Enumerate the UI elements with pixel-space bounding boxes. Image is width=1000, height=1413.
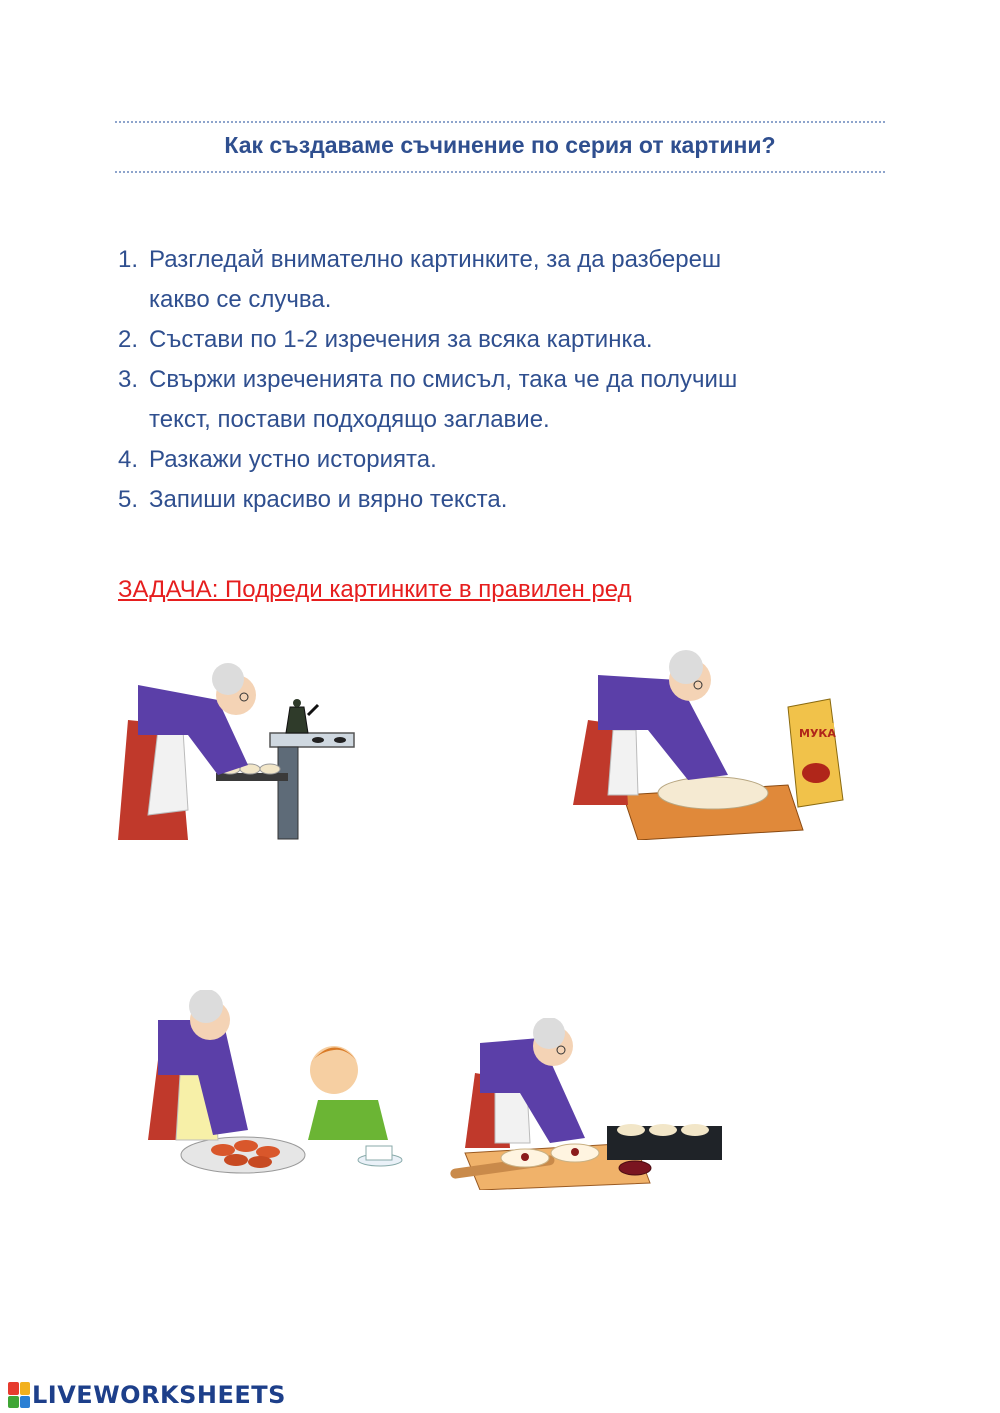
grandma-oven-illustration bbox=[118, 645, 363, 840]
page-title: Как създаваме съчинение по серия от картини? bbox=[224, 132, 776, 158]
step-text: Разкажи устно историята. bbox=[149, 446, 437, 473]
step-item bbox=[118, 480, 878, 520]
liveworksheets-logo[interactable] bbox=[8, 1378, 286, 1412]
picture-kneading[interactable] bbox=[568, 645, 850, 840]
picture-filling[interactable] bbox=[435, 1018, 727, 1190]
logo-mark-icon bbox=[8, 1382, 30, 1408]
step-number: 5. bbox=[118, 486, 139, 513]
step-line: текст, постави подходящо заглавие. bbox=[149, 406, 550, 433]
step-number: 2. bbox=[118, 326, 139, 353]
grandma-filling-illustration bbox=[435, 1018, 727, 1190]
step-number: 1. bbox=[118, 246, 139, 273]
step-item bbox=[118, 320, 878, 360]
step-line: Свържи изреченията по смисъл, така че да получиш bbox=[149, 366, 738, 393]
grandma-serving-illustration bbox=[118, 990, 420, 1190]
step-line: какво се случва. bbox=[149, 286, 332, 313]
steps-list bbox=[118, 240, 878, 520]
step-text: Запиши красиво и вярно текста. bbox=[149, 486, 508, 513]
title-divider-bottom bbox=[115, 171, 885, 173]
step-number: 4. bbox=[118, 446, 139, 473]
step-item bbox=[118, 440, 878, 480]
step-text: Състави по 1-2 изречения за всяка картинка. bbox=[149, 326, 653, 353]
step-number: 3. bbox=[118, 366, 139, 393]
step-item bbox=[118, 240, 878, 320]
step-item bbox=[118, 360, 878, 440]
picture-oven[interactable] bbox=[118, 645, 363, 840]
title-divider-top bbox=[115, 121, 885, 123]
logo-text: LIVEWORKSHEETS bbox=[32, 1381, 286, 1409]
step-line: Разгледай внимателно картинките, за да разбереш bbox=[149, 246, 722, 273]
task-heading: ЗАДАЧА: Подреди картинките в правилен ред bbox=[118, 576, 632, 603]
picture-serving[interactable] bbox=[118, 990, 420, 1190]
title-block bbox=[115, 121, 885, 175]
flour-bag-label: МУКА bbox=[799, 727, 836, 740]
step-text bbox=[149, 360, 737, 440]
grandma-kneading-illustration bbox=[568, 645, 850, 840]
step-text bbox=[149, 240, 721, 320]
